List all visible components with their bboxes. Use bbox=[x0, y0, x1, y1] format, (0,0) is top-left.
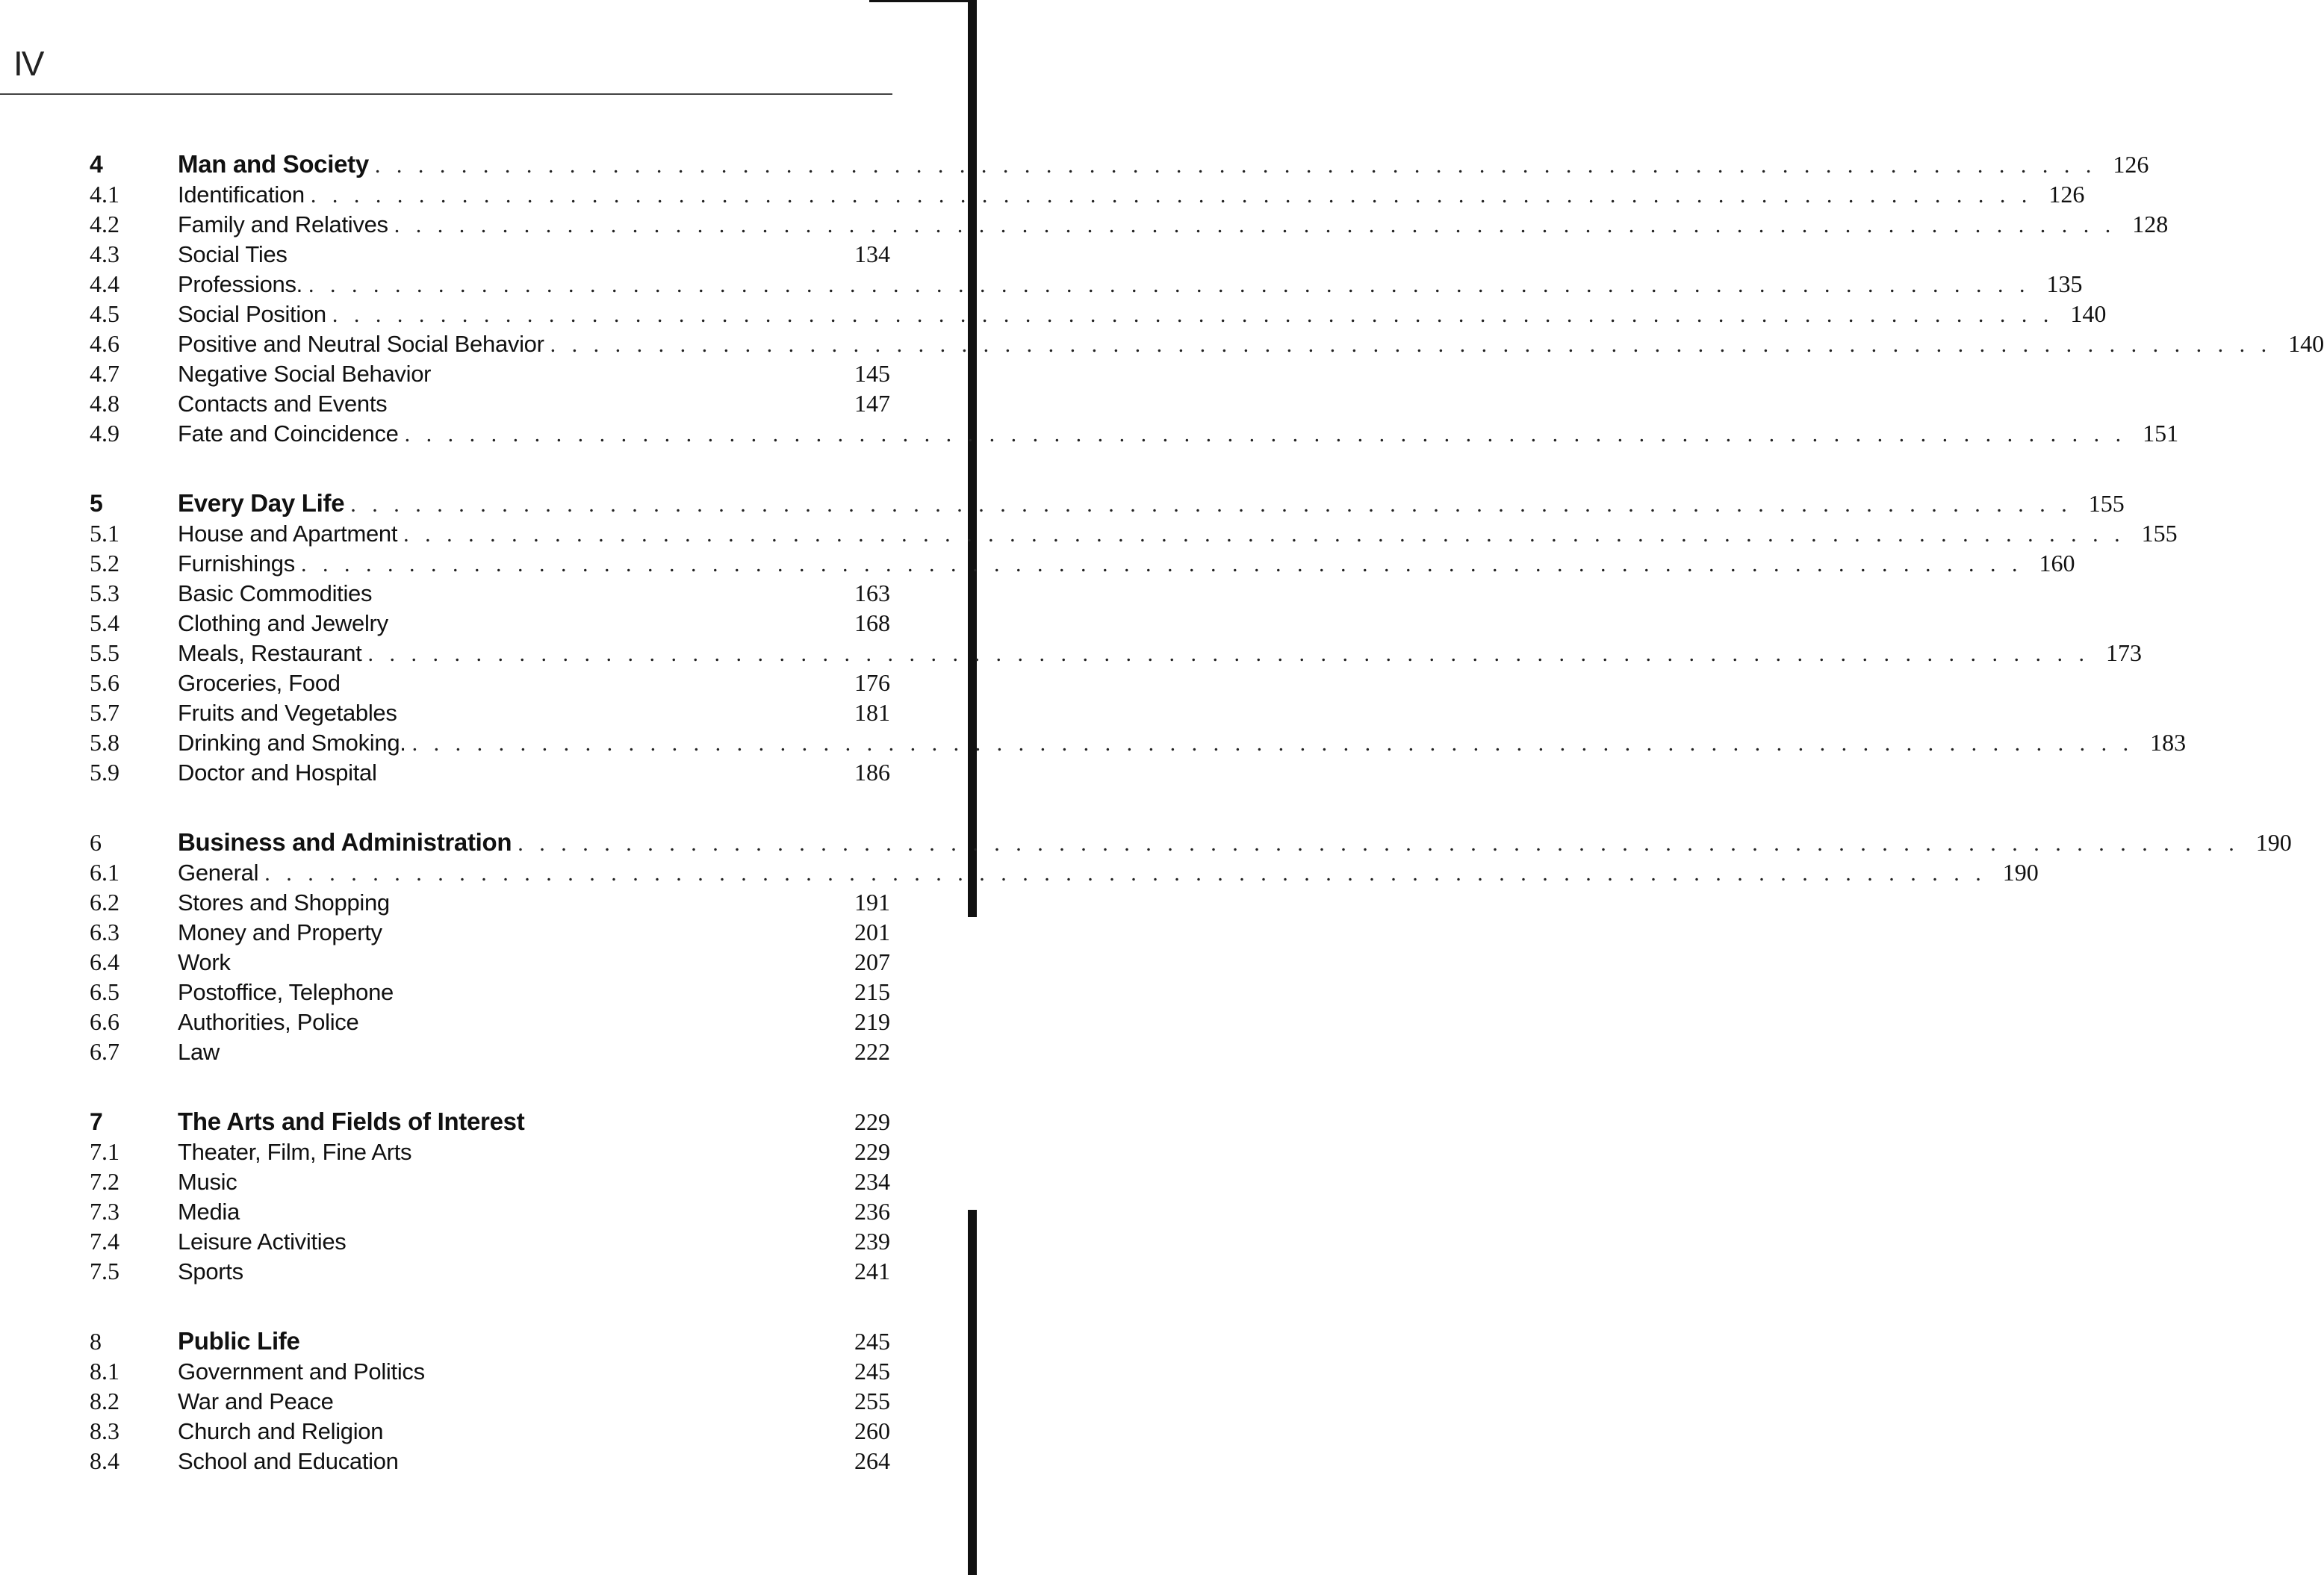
page-edge-top bbox=[869, 0, 977, 2]
entry-title: Doctor and Hospital bbox=[178, 759, 377, 786]
toc-entry-row bbox=[90, 1137, 890, 1167]
chapter-title: Every Day Life bbox=[178, 489, 345, 517]
chapter-row bbox=[90, 488, 2125, 518]
chapter-page-number: 245 bbox=[854, 1328, 890, 1355]
entry-page-number: 207 bbox=[854, 948, 890, 975]
entry-page-number: 176 bbox=[854, 669, 890, 696]
entry-title: Theater, Film, Fine Arts bbox=[178, 1139, 412, 1165]
toc-entry-row bbox=[90, 698, 890, 727]
entry-page-number: 173 bbox=[2105, 639, 2142, 666]
entry-title: School and Education bbox=[178, 1448, 399, 1474]
entry-title: Clothing and Jewelry bbox=[178, 610, 388, 636]
toc-entry-row bbox=[90, 1356, 890, 1386]
entry-title: Negative Social Behavior bbox=[178, 361, 432, 387]
entry-page-number: 219 bbox=[854, 1008, 890, 1035]
entry-title: Contacts and Events bbox=[178, 391, 388, 417]
entry-number: 7.2 bbox=[90, 1168, 119, 1195]
toc-chapter-section bbox=[90, 488, 2187, 787]
chapter-title: Public Life bbox=[178, 1327, 300, 1355]
entry-page-number: 222 bbox=[854, 1038, 890, 1065]
entry-title: Church and Religion bbox=[178, 1418, 384, 1444]
entry-number: 5.1 bbox=[90, 520, 119, 547]
entry-page-number: 140 bbox=[2288, 330, 2324, 357]
entry-title: Meals, Restaurant bbox=[178, 640, 362, 666]
entry-number: 4.7 bbox=[90, 360, 119, 387]
entry-title: Authorities, Police bbox=[178, 1009, 359, 1035]
entry-number: 4.1 bbox=[90, 181, 119, 208]
entry-title: Professions. bbox=[178, 271, 302, 297]
entry-page-number: 255 bbox=[854, 1388, 890, 1414]
toc-chapter-section bbox=[90, 1107, 890, 1286]
toc-entry-row bbox=[90, 947, 890, 977]
entry-title: War and Peace bbox=[178, 1388, 334, 1414]
entry-number: 8.4 bbox=[90, 1447, 119, 1474]
entry-number: 6.6 bbox=[90, 1008, 119, 1035]
chapter-page-number: 126 bbox=[2113, 151, 2149, 178]
entry-number: 4.8 bbox=[90, 390, 119, 417]
toc-entry-row bbox=[90, 727, 2187, 757]
entry-number: 6.2 bbox=[90, 889, 119, 916]
entry-number: 5.4 bbox=[90, 609, 119, 636]
entry-number: 8.3 bbox=[90, 1417, 119, 1444]
toc-entry-row bbox=[90, 1256, 890, 1286]
toc-entry-row bbox=[90, 1007, 890, 1037]
chapter-title: Business and Administration bbox=[178, 828, 512, 856]
entry-page-number: 186 bbox=[854, 759, 890, 786]
toc-entry-row bbox=[90, 358, 890, 388]
entry-number: 7.1 bbox=[90, 1138, 119, 1165]
entry-title: Postoffice, Telephone bbox=[178, 979, 394, 1005]
entry-number: 6.5 bbox=[90, 978, 119, 1005]
dot-leader: . . . . . . . . . . . . . . . . . . . . . . . . . . . . . . . . . . . . . . . . . . . . . . . . . . . . . . . . . . . . . . . . . . . . . . . . . . . . . . . . bbox=[310, 183, 2033, 208]
entry-page-number: 163 bbox=[854, 580, 890, 606]
toc-entry-row bbox=[90, 299, 2107, 329]
entry-number: 4.6 bbox=[90, 330, 119, 357]
entry-page-number: 147 bbox=[854, 390, 890, 417]
entry-page-number: 155 bbox=[2141, 520, 2178, 547]
dot-leader: . . . . . . . . . . . . . . . . . . . . . . . . . . . . . . . . . . . . . . . . . . . . . . . . . . . . . . . . . . . . . . . . . . . . . . . . . . . . . . . . bbox=[264, 861, 1986, 886]
entry-number: 7.4 bbox=[90, 1228, 119, 1255]
entry-number: 5.9 bbox=[90, 759, 119, 786]
dot-leader: . . . . . . . . . . . . . . . . . . . . . . . . . . . . . . . . . . . . . . . . . . . . . . . . . . . . . . . . . . . . . . . . . . . . . . . . . . . . . . . . bbox=[404, 422, 2127, 447]
entry-title: Sports bbox=[178, 1258, 243, 1284]
entry-page-number: 239 bbox=[854, 1228, 890, 1255]
toc-entry-row bbox=[90, 757, 890, 787]
entry-page-number: 134 bbox=[854, 240, 890, 267]
entry-title: Identification bbox=[178, 181, 305, 208]
dot-leader: . . . . . . . . . . . . . . . . . . . . . . . . . . . . . . . . . . . . . . . . . . . . . . . . . . . . . . . . . . . . . . . . . . . . . . . . . . . . . . . . bbox=[332, 302, 2054, 327]
chapter-title: The Arts and Fields of Interest bbox=[178, 1108, 525, 1135]
entry-number: 8.2 bbox=[90, 1388, 119, 1414]
toc-entry-row bbox=[90, 239, 890, 269]
dot-leader: . . . . . . . . . . . . . . . . . . . . . . . . . . . . . . . . . . . . . . . . . . . . . . . . . . . . . . . . . . . . . . . . . . . . . . . . . . . . . . . . bbox=[411, 731, 2134, 756]
page-edge-bar-upper bbox=[968, 0, 977, 917]
entry-title: Work bbox=[178, 949, 231, 975]
chapter-number: 8 bbox=[90, 1328, 102, 1355]
toc-entry-row bbox=[90, 1196, 890, 1226]
entry-number: 4.4 bbox=[90, 270, 119, 297]
toc-entry-row bbox=[90, 1167, 890, 1196]
chapter-page-number: 190 bbox=[2255, 829, 2292, 856]
entry-page-number: 135 bbox=[2046, 270, 2083, 297]
entry-page-number: 234 bbox=[854, 1168, 890, 1195]
toc-entry-row bbox=[90, 209, 2169, 239]
entry-title: Family and Relatives bbox=[178, 211, 388, 237]
dot-leader: . . . . . . . . . . . . . . . . . . . . . . . . . . . . . . . . . . . . . . . . . . . . . . . . . . . . . . . . . . . . . . . . . . . . . . . . . . . . . . . . bbox=[350, 492, 2072, 517]
entry-number: 5.6 bbox=[90, 669, 119, 696]
header-rule bbox=[0, 93, 892, 95]
dot-leader: . . . . . . . . . . . . . . . . . . . . . . . . . . . . . . . . . . . . . . . . . . . . . . . . . . . . . . . . . . . . . . . . . . . . . . . . . . . . . . . . bbox=[367, 642, 2090, 666]
entry-title: House and Apartment bbox=[178, 521, 398, 547]
entry-page-number: 201 bbox=[854, 919, 890, 945]
page-edge-bar-lower bbox=[968, 1210, 977, 1575]
toc-entry-row bbox=[90, 857, 2039, 887]
entry-title: Government and Politics bbox=[178, 1358, 425, 1385]
entry-page-number: 191 bbox=[854, 889, 890, 916]
toc-entry-row bbox=[90, 1386, 890, 1416]
chapter-row bbox=[90, 1326, 890, 1356]
chapter-row bbox=[90, 1107, 890, 1137]
entry-title: Media bbox=[178, 1199, 240, 1225]
dot-leader: . . . . . . . . . . . . . . . . . . . . . . . . . . . . . . . . . . . . . . . . . . . . . . . . . . . . . . . . . . . . . . . . . . . . . . . . . . . . . . . . bbox=[374, 153, 2097, 178]
chapter-number: 7 bbox=[90, 1108, 103, 1135]
chapter-title: Man and Society bbox=[178, 150, 369, 178]
toc-chapter-section bbox=[90, 827, 2292, 1066]
toc-entry-row bbox=[90, 917, 890, 947]
entry-number: 4.2 bbox=[90, 211, 119, 237]
entry-page-number: 183 bbox=[2150, 729, 2187, 756]
entry-page-number: 229 bbox=[854, 1138, 890, 1165]
entry-number: 6.3 bbox=[90, 919, 119, 945]
entry-number: 5.7 bbox=[90, 699, 119, 726]
dot-leader: . . . . . . . . . . . . . . . . . . . . . . . . . . . . . . . . . . . . . . . . . . . . . . . . . . . . . . . . . . . . . . . . . . . . . . . . . . . . . . . . bbox=[403, 522, 2125, 547]
toc-entry-row bbox=[90, 269, 2083, 299]
toc-entry-row bbox=[90, 638, 2142, 668]
entry-page-number: 151 bbox=[2143, 420, 2179, 447]
entry-number: 4.3 bbox=[90, 240, 119, 267]
entry-title: Stores and Shopping bbox=[178, 889, 390, 916]
toc-entry-row bbox=[90, 418, 2179, 448]
chapter-row bbox=[90, 149, 2149, 179]
toc-chapter-section bbox=[90, 1326, 890, 1476]
dot-leader: . . . . . . . . . . . . . . . . . . . . . . . . . . . . . . . . . . . . . . . . . . . . . . . . . . . . . . . . . . . . . . . . . . . . . . . . . . . . . . . . bbox=[518, 831, 2240, 856]
chapter-row bbox=[90, 827, 2292, 857]
toc-entry-row bbox=[90, 578, 890, 608]
entry-title: Social Ties bbox=[178, 241, 288, 267]
dot-leader: . . . . . . . . . . . . . . . . . . . . . . . . . . . . . . . . . . . . . . . . . . . . . . . . . . . . . . . . . . . . . . . . . . . . . . . . . . . . . . . . bbox=[300, 552, 2023, 577]
toc-entry-row bbox=[90, 329, 2324, 358]
chapter-number: 4 bbox=[90, 151, 103, 178]
toc-entry-row bbox=[90, 887, 890, 917]
toc-entry-row bbox=[90, 548, 2075, 578]
chapter-number: 6 bbox=[90, 829, 102, 856]
entry-number: 4.9 bbox=[90, 420, 119, 447]
entry-page-number: 215 bbox=[854, 978, 890, 1005]
toc-entry-row bbox=[90, 179, 2085, 209]
entry-page-number: 264 bbox=[854, 1447, 890, 1474]
toc-chapter-section bbox=[90, 149, 2324, 448]
entry-page-number: 190 bbox=[2002, 859, 2039, 886]
dot-leader: . . . . . . . . . . . . . . . . . . . . . . . . . . . . . . . . . . . . . . . . . . . . . . . . . . . . . . . . . . . . . . . . . . . . . . . . . . . . . . . . bbox=[308, 273, 2031, 297]
entry-title: Social Position bbox=[178, 301, 326, 327]
entry-title: Drinking and Smoking. bbox=[178, 730, 406, 756]
entry-title: Money and Property bbox=[178, 919, 382, 945]
entry-number: 5.2 bbox=[90, 550, 119, 577]
entry-number: 5.3 bbox=[90, 580, 119, 606]
entry-title: Music bbox=[178, 1169, 237, 1195]
toc-entry-row bbox=[90, 668, 890, 698]
entry-title: Law bbox=[178, 1039, 220, 1065]
entry-number: 6.1 bbox=[90, 859, 119, 886]
entry-page-number: 126 bbox=[2048, 181, 2085, 208]
page-number: IV bbox=[13, 44, 43, 83]
entry-page-number: 128 bbox=[2132, 211, 2169, 237]
toc-entry-row bbox=[90, 1037, 890, 1066]
dot-leader: . . . . . . . . . . . . . . . . . . . . . . . . . . . . . . . . . . . . . . . . . . . . . . . . . . . . . . . . . . . . . . . . . . . . . . . . . . . . . . . . bbox=[550, 332, 2272, 357]
dot-leader: . . . . . . . . . . . . . . . . . . . . . . . . . . . . . . . . . . . . . . . . . . . . . . . . . . . . . . . . . . . . . . . . . . . . . . . . . . . . . . . . bbox=[394, 213, 2116, 237]
entry-title: Positive and Neutral Social Behavior bbox=[178, 331, 544, 357]
entry-page-number: 260 bbox=[854, 1417, 890, 1444]
entry-number: 6.4 bbox=[90, 948, 119, 975]
toc-entry-row bbox=[90, 518, 2178, 548]
chapter-page-number: 229 bbox=[854, 1108, 890, 1135]
entry-number: 7.5 bbox=[90, 1258, 119, 1284]
entry-page-number: 168 bbox=[854, 609, 890, 636]
entry-title: Leisure Activities bbox=[178, 1228, 347, 1255]
entry-page-number: 181 bbox=[854, 699, 890, 726]
toc-entry-row bbox=[90, 1446, 890, 1476]
entry-number: 5.5 bbox=[90, 639, 119, 666]
entry-page-number: 236 bbox=[854, 1198, 890, 1225]
entry-page-number: 160 bbox=[2039, 550, 2075, 577]
entry-page-number: 145 bbox=[854, 360, 890, 387]
entry-page-number: 245 bbox=[854, 1358, 890, 1385]
entry-title: Fate and Coincidence bbox=[178, 420, 399, 447]
chapter-page-number: 155 bbox=[2088, 490, 2125, 517]
entry-title: Fruits and Vegetables bbox=[178, 700, 397, 726]
entry-title: Groceries, Food bbox=[178, 670, 341, 696]
entry-page-number: 241 bbox=[854, 1258, 890, 1284]
entry-number: 5.8 bbox=[90, 729, 119, 756]
toc-entry-row bbox=[90, 1416, 890, 1446]
table-of-contents bbox=[90, 149, 2324, 1516]
toc-entry-row bbox=[90, 1226, 890, 1256]
entry-title: Basic Commodities bbox=[178, 580, 373, 606]
entry-title: Furnishings bbox=[178, 550, 295, 577]
chapter-number: 5 bbox=[90, 490, 103, 517]
entry-page-number: 140 bbox=[2070, 300, 2107, 327]
entry-title: General bbox=[178, 860, 259, 886]
entry-number: 6.7 bbox=[90, 1038, 119, 1065]
toc-entry-row bbox=[90, 977, 890, 1007]
entry-number: 7.3 bbox=[90, 1198, 119, 1225]
entry-number: 4.5 bbox=[90, 300, 119, 327]
toc-entry-row bbox=[90, 608, 890, 638]
entry-number: 8.1 bbox=[90, 1358, 119, 1385]
toc-entry-row bbox=[90, 388, 890, 418]
